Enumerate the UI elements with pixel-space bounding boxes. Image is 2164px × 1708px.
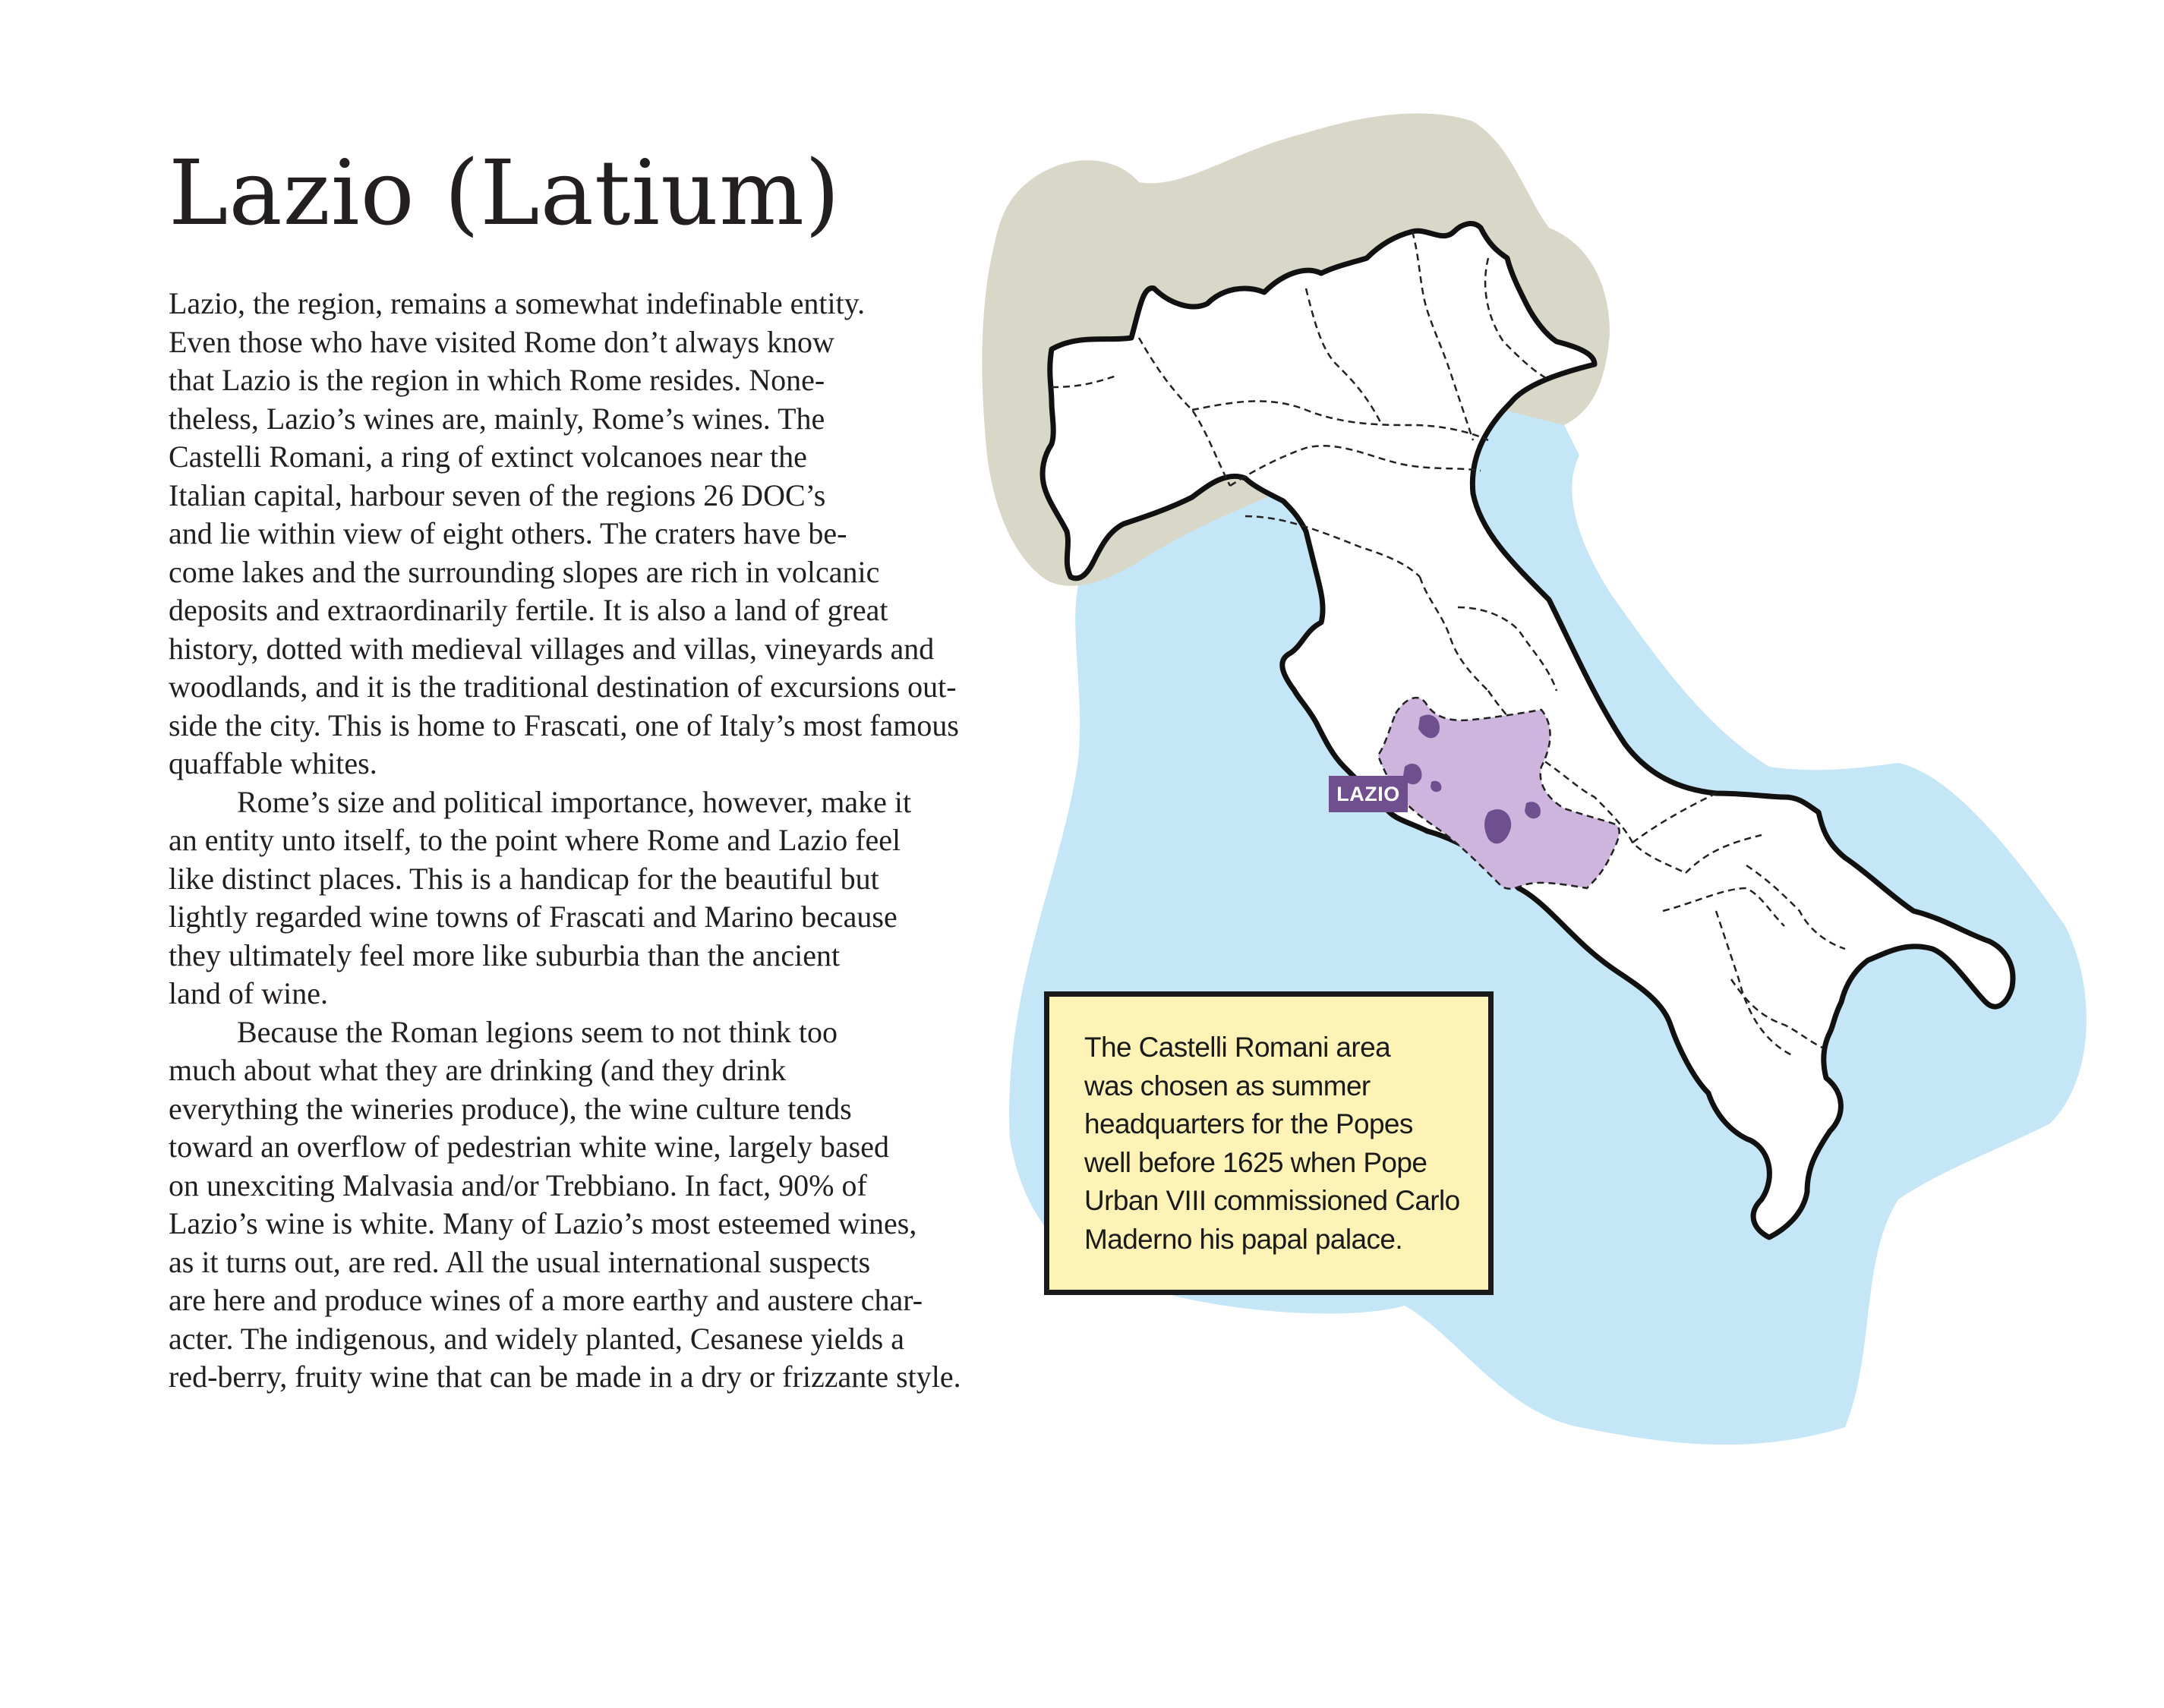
body-line: land of wine. — [169, 976, 328, 1010]
body-line: that Lazio is the region in which Rome resides. None- — [169, 363, 825, 397]
body-line: they ultimately feel more like suburbia than the ancient — [169, 938, 841, 972]
body-line: woodlands, and it is the traditional destination of excursions out- — [169, 670, 957, 704]
body-text — [169, 285, 1080, 1397]
body-line: quaffable whites. — [169, 746, 377, 780]
body-line: Rome’s size and political importance, however, make it — [237, 784, 912, 819]
body-line: on unexciting Malvasia and/or Trebbiano. In fact, 90% of — [169, 1168, 867, 1202]
body-line: are here and produce wines of a more earthy and austere char- — [169, 1283, 923, 1317]
page-title: Lazio (Latium) — [169, 140, 841, 245]
body-line: Castelli Romani, a ring of extinct volcanoes near the — [169, 440, 807, 474]
body-line: and lie within view of eight others. The craters have be- — [169, 516, 847, 550]
body-line: side the city. This is home to Frascati, one of Italy’s most famous — [169, 707, 959, 742]
body-line: history, dotted with medieval villages and villas, vineyards and — [169, 631, 935, 666]
body-line: as it turns out, are red. All the usual international suspects — [169, 1244, 871, 1279]
body-line: theless, Lazio’s wines are, mainly, Rome’s wines. The — [169, 401, 825, 436]
body-line: come lakes and the surrounding slopes are rich in volcanic — [169, 554, 880, 589]
callout-line: was chosen as summer — [1084, 1070, 1371, 1101]
callout-line: The Castelli Romani area — [1084, 1032, 1391, 1063]
castelli-romani-callout — [1044, 991, 1494, 1295]
callout-line: Urban VIII commissioned Carlo — [1084, 1185, 1460, 1216]
callout-line: headquarters for the Popes — [1084, 1108, 1413, 1139]
body-line: everything the wineries produce), the wine culture tends — [169, 1091, 852, 1126]
body-line: toward an overflow of pedestrian white wine, largely based — [169, 1130, 889, 1164]
body-line: deposits and extraordinarily fertile. It is also a land of great — [169, 593, 888, 627]
body-line: like distinct places. This is a handicap for the beautiful but — [169, 861, 879, 896]
callout-line: well before 1625 when Pope — [1084, 1146, 1427, 1178]
lazio-region-label: LAZIO — [1329, 776, 1408, 812]
body-line: Lazio’s wine is white. Many of Lazio’s most esteemed wines, — [169, 1206, 917, 1240]
body-line: lightly regarded wine towns of Frascati and Marino because — [169, 900, 897, 934]
body-line: acter. The indigenous, and widely planted, Cesanese yields a — [169, 1321, 904, 1356]
body-line: much about what they are drinking (and they drink — [169, 1053, 787, 1087]
body-line: Lazio, the region, remains a somewhat indefinable entity. — [169, 286, 866, 320]
body-line: Italian capital, harbour seven of the regions 26 DOC’s — [169, 477, 826, 512]
body-line: Even those who have visited Rome don’t always know — [169, 324, 834, 359]
body-line: red-berry, fruity wine that can be made in a dry or frizzante style. — [169, 1360, 961, 1394]
callout-line: Maderno his papal palace. — [1084, 1223, 1403, 1255]
body-line: Because the Roman legions seem to not think too — [237, 1014, 838, 1049]
body-line: an entity unto itself, to the point where Rome and Lazio feel — [169, 823, 901, 857]
